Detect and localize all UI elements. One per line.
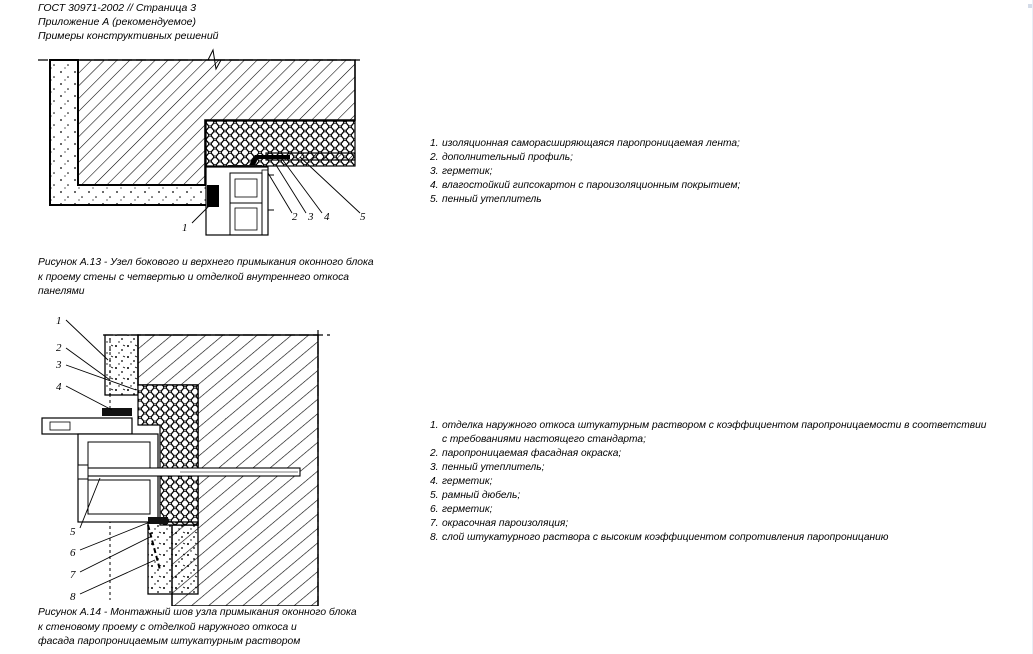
figure-a14-caption <box>38 606 418 650</box>
legend-item: 1. изоляционная саморасширяющаяся паропроницаемая лента; <box>430 138 740 149</box>
callout-a14-5: 5 <box>70 526 76 538</box>
section-title: Примеры конструктивных решений <box>38 30 219 42</box>
legend-item: 5. рамный дюбель; <box>430 490 521 501</box>
caption-line: Рисунок А.14 - Монтажный шов узла примыкания оконного блока <box>38 607 357 618</box>
document-title: ГОСТ 30971-2002 // Страница 3 <box>38 2 197 14</box>
callout-a14-7: 7 <box>70 569 76 581</box>
figure-a13-legend <box>430 137 740 207</box>
callout-a14-2: 2 <box>56 342 62 354</box>
caption-line: к проему стены с четвертью и отделкой внутреннего откоса <box>38 271 350 283</box>
caption-line: панелями <box>38 286 85 297</box>
legend-item: 3. герметик; <box>430 166 493 177</box>
callout-a14-3: 3 <box>56 359 62 371</box>
figure-a13-caption <box>38 256 418 300</box>
legend-item: 4. герметик; <box>430 476 493 487</box>
callout-a13-5: 5 <box>360 211 366 223</box>
callout-a13-1: 1 <box>182 222 188 234</box>
callout-a13-4: 4 <box>324 211 330 223</box>
appendix-title: Приложение А (рекомендуемое) <box>38 16 196 28</box>
callout-a14-8: 8 <box>70 591 76 603</box>
legend-item: 7. окрасочная пароизоляция; <box>430 518 569 529</box>
callout-a13-3: 3 <box>308 211 314 223</box>
callout-a14-6: 6 <box>70 547 76 559</box>
corner-marker <box>1028 4 1032 8</box>
legend-item: 3. пенный утеплитель; <box>430 462 545 473</box>
legend-item: 5. пенный утеплитель <box>430 194 542 205</box>
caption-line: фасада паропроницаемым штукатурным раствором <box>38 636 301 647</box>
legend-item: с требованиями настоящего стандарта; <box>442 434 646 445</box>
figure-a13-drawing <box>30 45 380 245</box>
callout-a14-1: 1 <box>56 315 62 327</box>
caption-line: Рисунок А.13 - Узел бокового и верхнего примыкания оконного блока <box>38 257 374 268</box>
figure-a14-drawing <box>30 310 370 606</box>
legend-item: 1. отделка наружного откоса штукатурным раствором с коэффициентом паропроницаемости в соответствии <box>430 420 987 431</box>
legend-item: 6. герметик; <box>430 504 493 515</box>
callout-a13-2: 2 <box>292 211 298 223</box>
legend-item: 4. влагостойкий гипсокартон с пароизоляционным покрытием; <box>430 180 741 191</box>
legend-item: 2. дополнительный профиль; <box>430 152 573 163</box>
caption-line: к стеновому проему с отделкой наружного откоса и <box>38 621 297 633</box>
callout-a14-4: 4 <box>56 381 62 393</box>
legend-item: 2. паропроницаемая фасадная окраска; <box>430 448 622 459</box>
figure-a14-legend <box>430 419 986 545</box>
legend-item: 8. слой штукатурного раствора с высоким коэффициентом сопротивления паропроницанию <box>430 532 889 543</box>
